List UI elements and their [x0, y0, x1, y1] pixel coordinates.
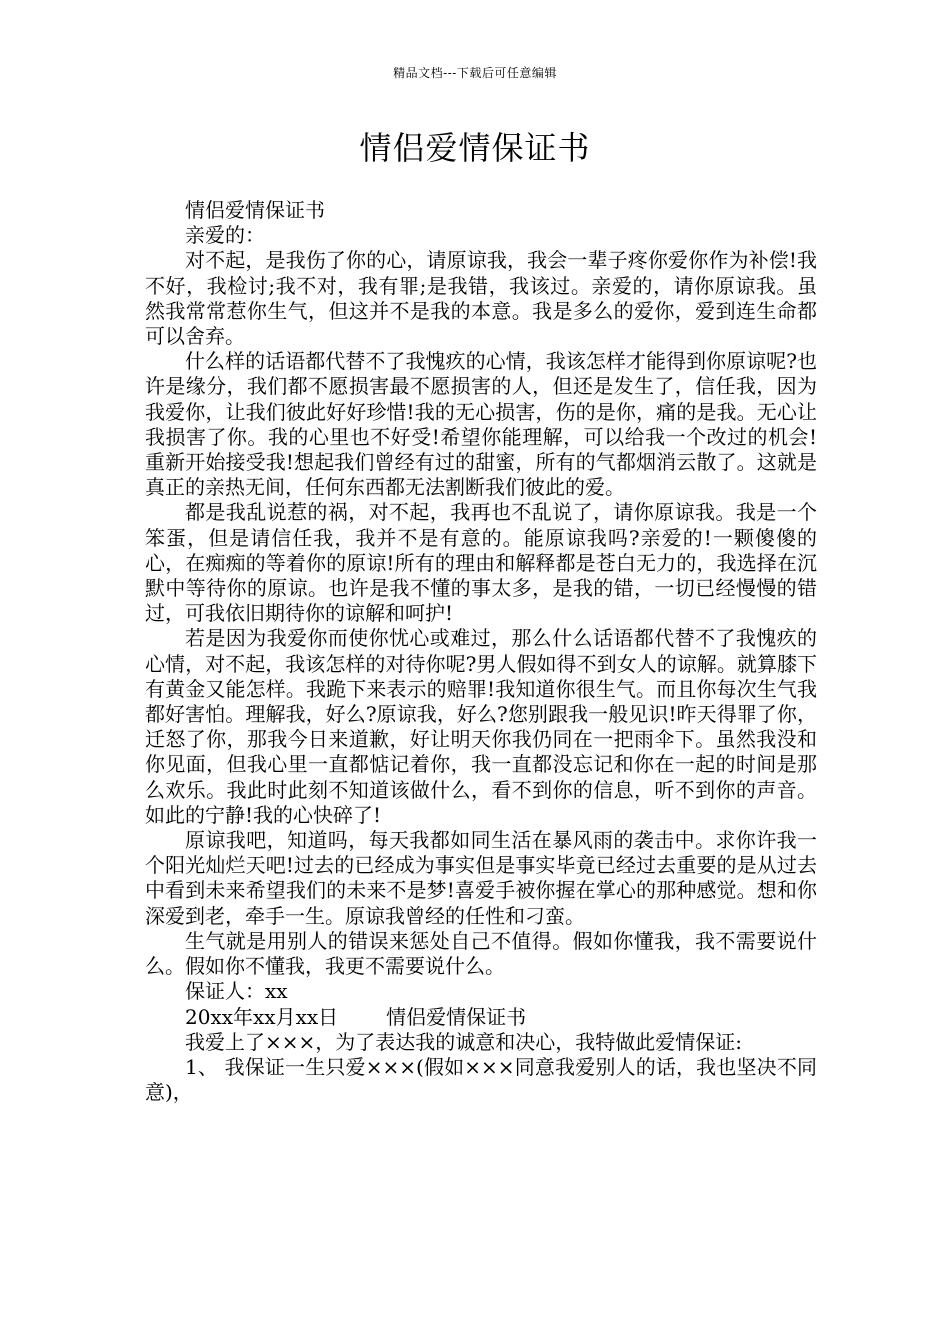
paragraph-5: 原谅我吧，知道吗，每天我都如同生活在暴风雨的袭击中。求你许我一个阳光灿烂天吧!过去的已经成为事实但是事实毕竟已经过去重要的是从过去中看到未来希望我们的未来不是梦!喜爱手被你握在掌心的那种感觉。想和你深爱到老，牵手一生。原谅我曾经的任性和刁蛮。	[145, 828, 817, 928]
document-body	[145, 198, 817, 1105]
salutation: 亲爱的：	[185, 223, 265, 248]
page-header: 精品文档---下载后可任意编辑	[393, 66, 557, 80]
document-subtitle: 情侣爱情保证书	[185, 198, 325, 222]
pledge-item-1: 1、 我保证一生只爱×××(假如×××同意我爱别人的话，我也坚决不同意)，	[145, 1054, 817, 1105]
paragraph-3: 都是我乱说惹的祸，对不起，我再也不乱说了，请你原谅我。我是一个笨蛋，但是请信任我，我并不是有意的。能原谅我吗?亲爱的!一颗傻傻的心，在痴痴的等着你的原谅!所有的理由和解释都是苍白无力的，我选择在沉默中等待你的原谅。也许是我不懂的事太多，是我的错，一切已经慢慢的错过，可我依旧期待你的谅解和呵护!	[145, 500, 817, 626]
paragraph-1: 对不起，是我伤了你的心，请原谅我，我会一辈子疼你爱你作为补偿!我不好，我检讨;我不对，我有罪;是我错，我该过。亲爱的，请你原谅我。虽然我常常惹你生气，但这并不是我的本意。我是多么的爱你，爱到连生命都可以舍弃。	[145, 248, 817, 349]
date-and-heading-line	[145, 1005, 817, 1030]
guarantor-line: 保证人：xx	[185, 979, 288, 1004]
document-title: 情侣爱情保证书	[359, 129, 591, 167]
date: 20xx年xx月xx日	[185, 1004, 339, 1029]
paragraph-4: 若是因为我爱你而使你忧心或难过，那么什么话语都代替不了我愧疚的心情，对不起，我该怎样的对待你呢?男人假如得不到女人的谅解。就算膝下有黄金又能怎样。我跪下来表示的赔罪!我知道你很生气。而且你每次生气我都好害怕。理解我，好么?原谅我，好么?您别跟我一般见识!昨天得罪了你，迁怒了你，那我今日来道歉，好让明天你我仍同在一把雨伞下。虽然我没和你见面，但我心里一直都惦记着你，我一直都没忘记和你在一起的时间是那么欢乐。我此时此刻不知道该做什么，看不到你的信息，听不到你的声音。如此的宁静!我的心快碎了!	[145, 626, 817, 827]
second-title: 情侣爱情保证书	[386, 1004, 527, 1029]
second-intro: 我爱上了×××，为了表达我的诚意和决心，我特做此爱情保证:	[185, 1029, 743, 1054]
paragraph-6: 生气就是用别人的错误来惩处自己不值得。假如你懂我，我不需要说什么。假如你不懂我，我更不需要说什么。	[145, 928, 817, 979]
paragraph-2: 什么样的话语都代替不了我愧疚的心情，我该怎样才能得到你原谅呢?也许是缘分，我们都不愿损害最不愿损害的人，但还是发生了，信任我，因为我爱你，让我们彼此好好珍惜!我的无心损害，伤的是你，痛的是我。无心让我损害了你。我的心里也不好受!希望你能理解，可以给我一个改过的机会!重新开始接受我!想起我们曾经有过的甜蜜，所有的气都烟消云散了。这就是真正的亲热无间，任何东西都无法割断我们彼此的爱。	[145, 349, 817, 500]
